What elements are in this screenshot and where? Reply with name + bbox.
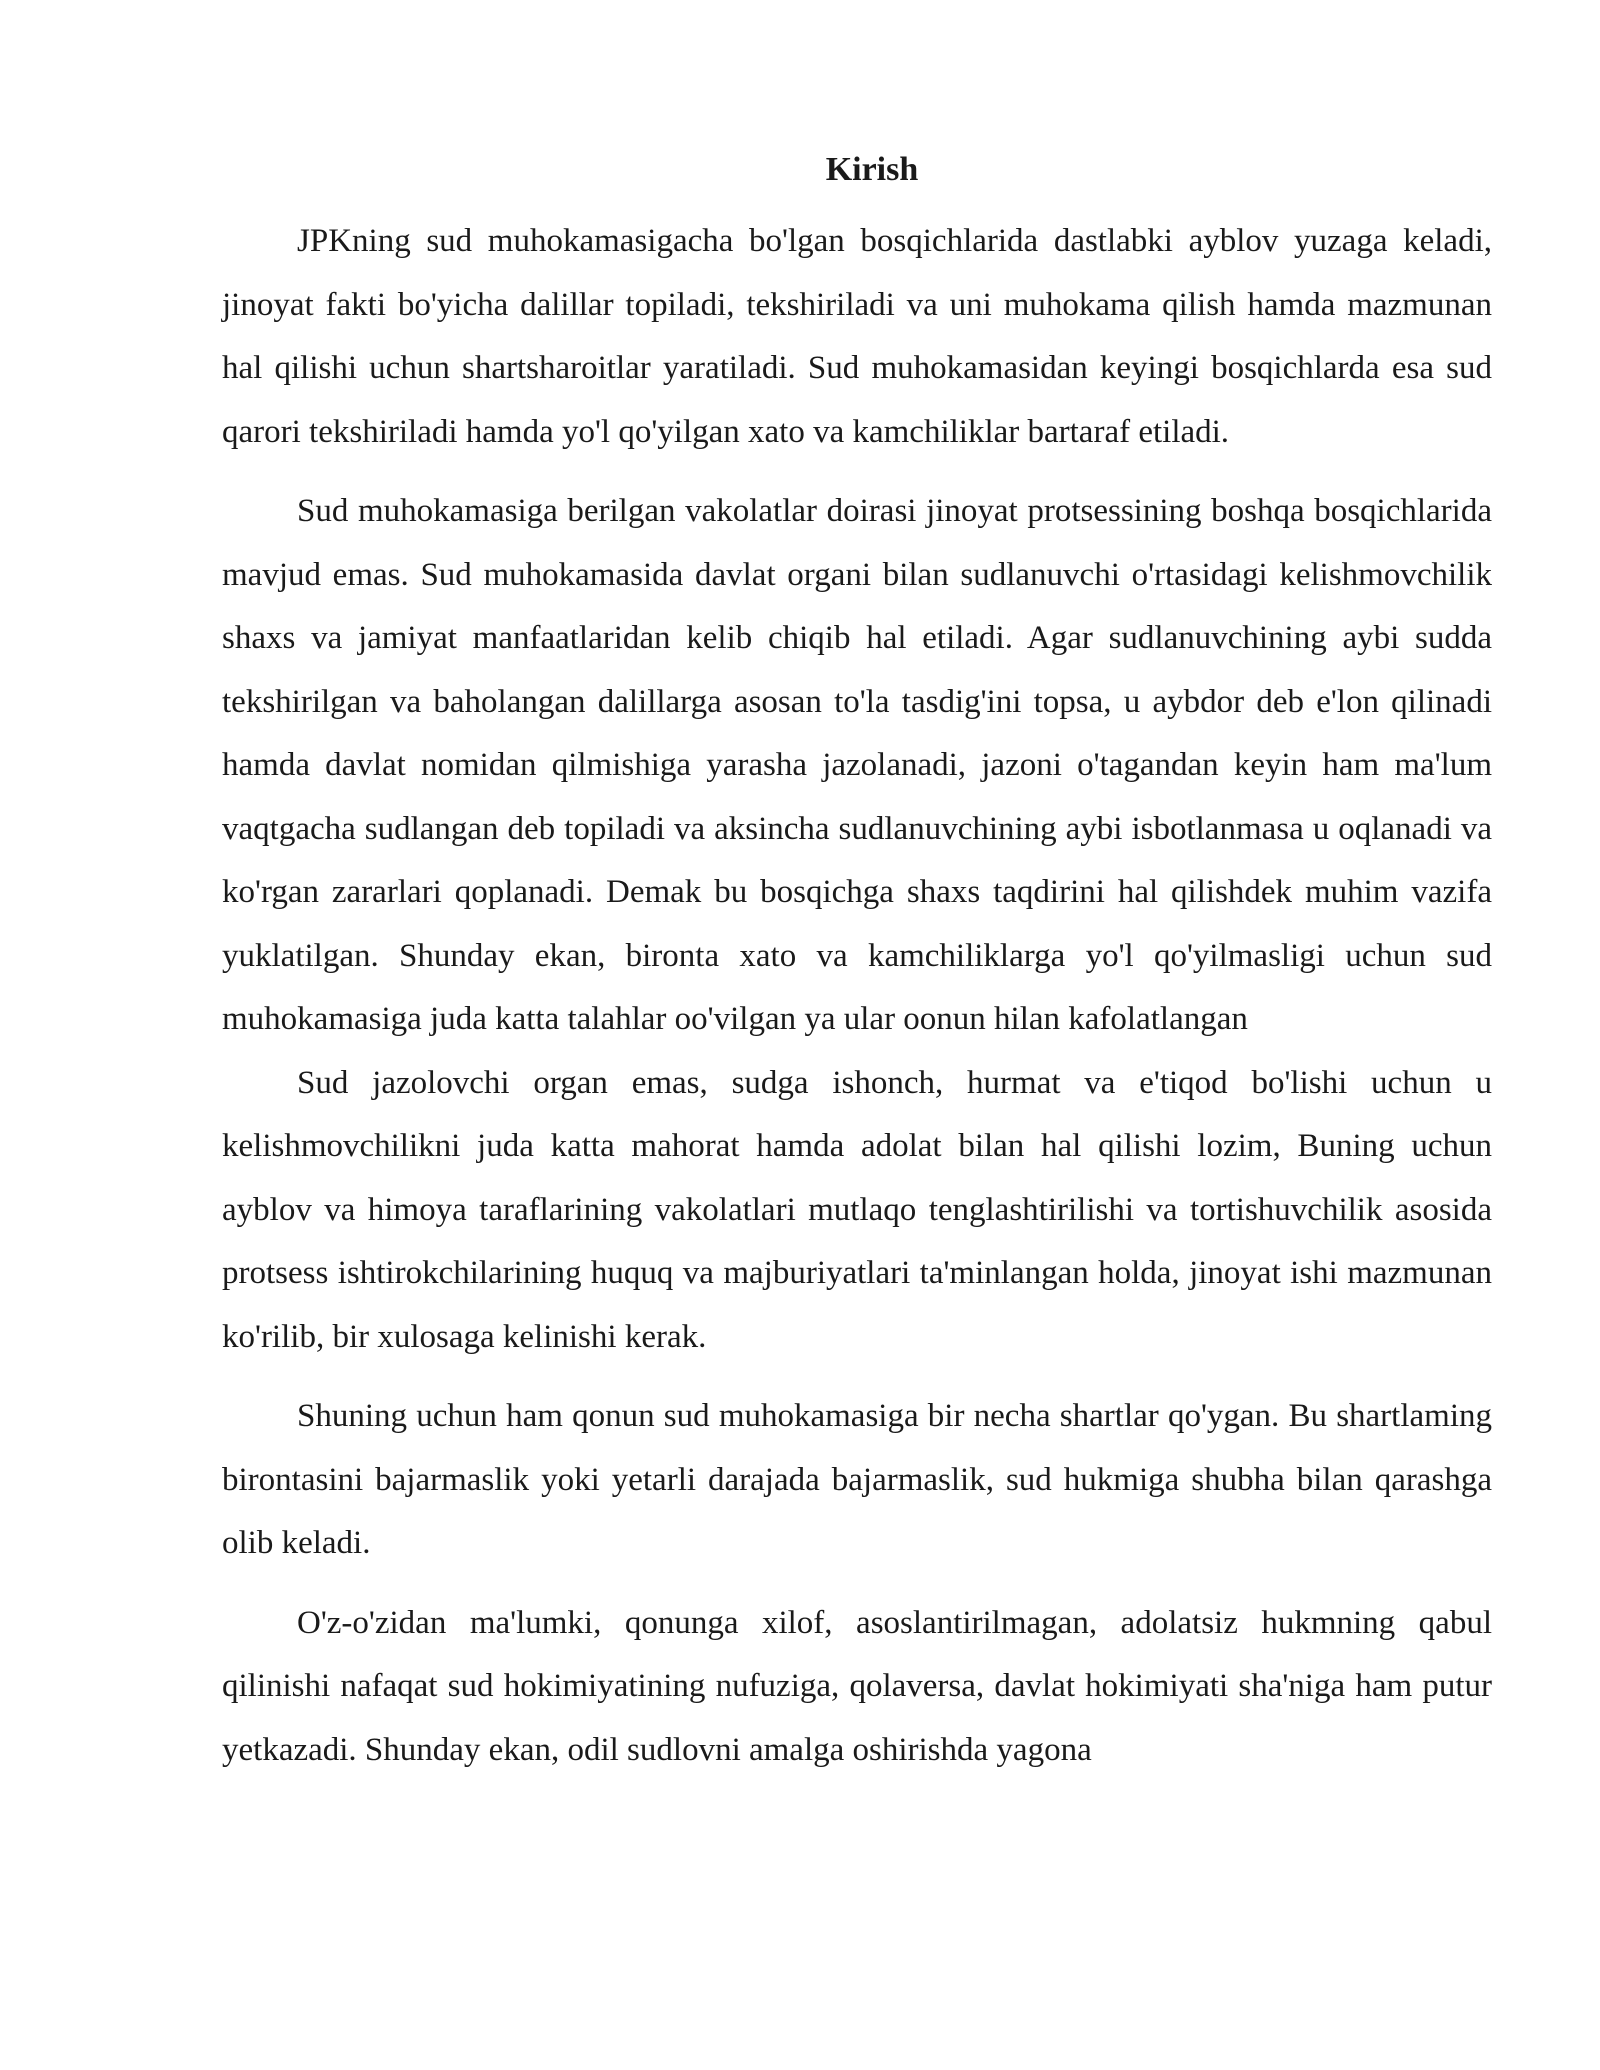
- paragraph-5: O'z-o'zidan ma'lumki, qonunga xilof, asoslantirilmagan, adolatsiz hukmning qabul qilinishi nafaqat sud hokimiyatining nufuziga, qolaversa, davlat hokimiyati sha'niga ham putur yetkazadi. Shunday ekan, odil sudlovni amalga oshirishda yagona: [222, 1604, 1492, 1768]
- document-body: [222, 210, 1492, 1782]
- paragraph-3: Sud jazolovchi organ emas, sudga ishonch, hurmat va e'tiqod bo'lishi uchun u kelishmovchilikni juda katta mahorat hamda adolat bilan hal qilishi lozim, Buning uchun ayblov va himoya taraflarining vakolatlari mutlaqo tenglashtirilishi va tortishuvchilik asosida protsess ishtirokchilarining huquq va majburiyatlari ta'minlangan holda, jinoyat ishi mazmunan ko'rilib, bir xulosaga kelinishi kerak.: [222, 1064, 1492, 1355]
- paragraph-2: Sud muhokamasiga berilgan vakolatlar doirasi jinoyat protsessining boshqa bosqichlarida mavjud emas. Sud muhokamasida davlat organi bilan sudlanuvchi o'rtasidagi kelishmovchilik shaxs va jamiyat manfaatlaridan kelib chiqib hal etiladi. Agar sudlanuvchining aybi sudda tekshirilgan va baholangan dalillarga asosan to'la tasdig'ini topsa, u aybdor deb e'lon qilinadi hamda davlat nomidan qilmishiga yarasha jazolanadi, jazoni o'tagandan keyin ham ma'lum vaqtgacha sudlangan deb topiladi va aksincha sudlanuvchining aybi isbotlanmasa u oqlanadi va ko'rgan zararlari qoplanadi. Demak bu bosqichga shaxs taqdirini hal qilishdek muhim vazifa yuklatilgan. Shunday ekan, bironta xato va kamchiliklarga yo'l qo'yilmasligi uchun sud muhokamasiga juda katta talahlar oo'vilgan ya ular oonun hilan kafolatlangan: [222, 493, 1492, 1037]
- paragraph-4: Shuning uchun ham qonun sud muhokamasiga bir necha shartlar qo'ygan. Bu shartlaming birontasini bajarmaslik yoki yetarli darajada bajarmaslik, sud hukmiga shubha bilan qarashga olib keladi.: [222, 1398, 1492, 1561]
- paragraph-1: JPKning sud muhokamasigacha bo'lgan bosqichlarida dastlabki ayblov yuzaga keladi, jinoyat fakti bo'yicha dalillar topiladi, tekshiriladi va uni muhokama qilish hamda mazmunan hal qilishi uchun shartsharoitlar yaratiladi. Sud muhokamasidan keyingi bosqichlarda esa sud qarori tekshiriladi hamda yo'l qo'yilgan xato va kamchiliklar bartaraf etiladi.: [222, 223, 1492, 450]
- page-title: Kirish: [825, 151, 919, 188]
